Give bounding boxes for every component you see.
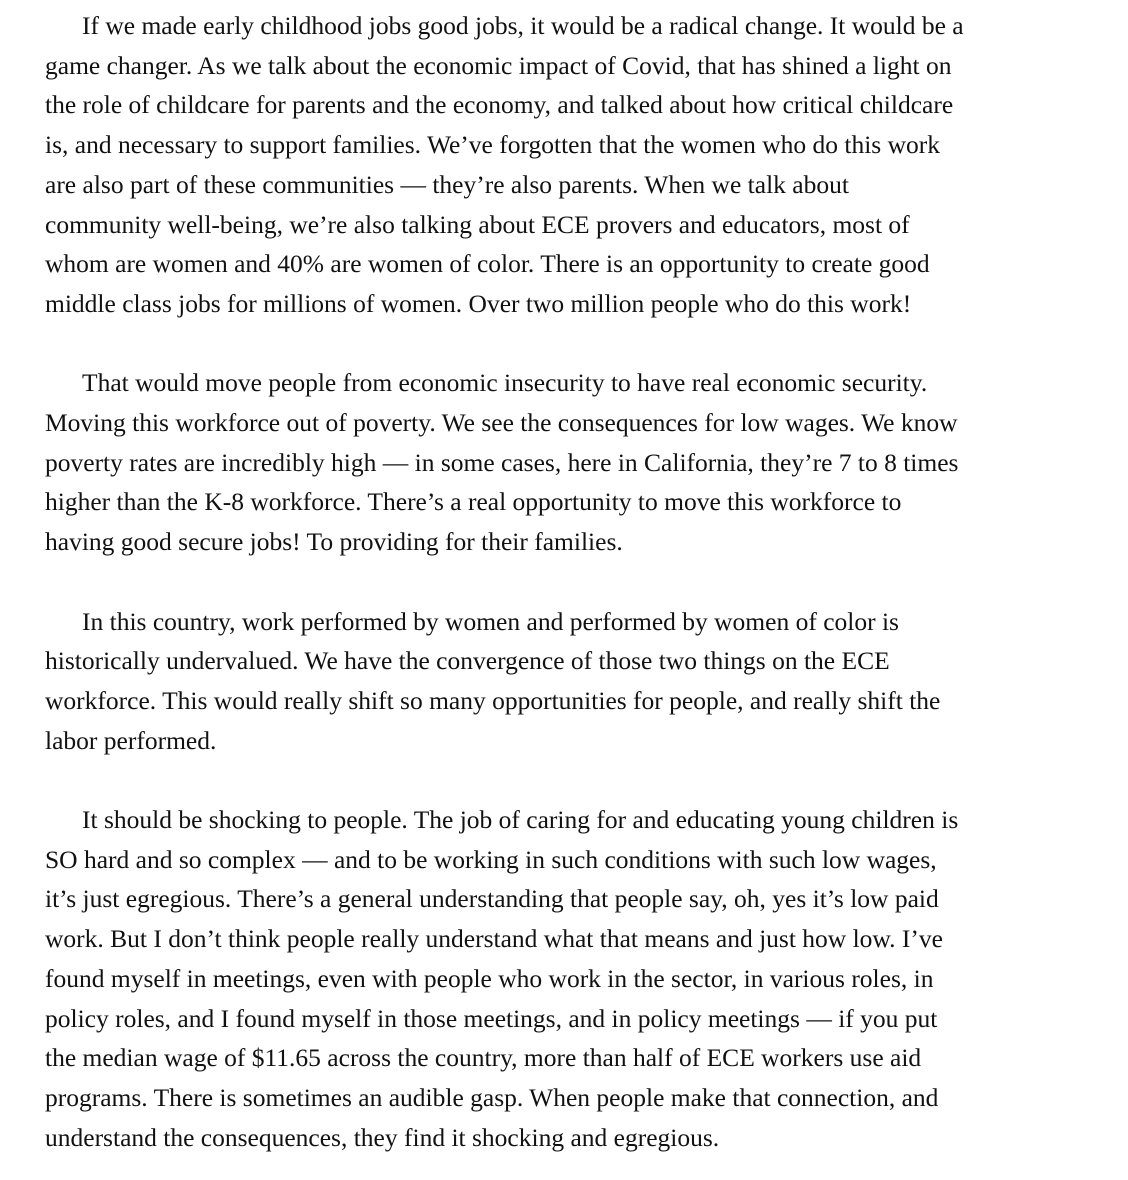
text-line: poverty rates are incredibly high — in some cases, here in California, they’re 7 to 8 times bbox=[45, 447, 959, 477]
text-line: work. But I don’t think people really understand what that means and just how low. I’ve bbox=[45, 924, 943, 954]
text-line: policy roles, and I found myself in those meetings, and in policy meetings — if you put bbox=[45, 1003, 938, 1033]
text-line: Moving this workforce out of poverty. We see the consequences for low wages. We know bbox=[45, 408, 958, 438]
text-line: community well-being, we’re also talking about ECE provers and educators, most of bbox=[45, 209, 910, 239]
text-line: It should be shocking to people. The job of caring for and educating young children is bbox=[82, 805, 959, 835]
text-line: In this country, work performed by women and performed by women of color is bbox=[82, 606, 899, 636]
text-line: workforce. This would really shift so many opportunities for people, and really shift the bbox=[45, 685, 941, 715]
text-line: is, and necessary to support families. We’ve forgotten that the women who do this work bbox=[45, 130, 940, 160]
text-line: having good secure jobs! To providing for their families. bbox=[45, 527, 623, 557]
text-line: it’s just egregious. There’s a general understanding that people say, oh, yes it’s low paid bbox=[45, 884, 939, 914]
text-line: historically undervalued. We have the convergence of those two things on the ECE bbox=[45, 646, 890, 676]
paragraph bbox=[45, 800, 1128, 1157]
text-line: found myself in meetings, even with people who work in the sector, in various roles, in bbox=[45, 963, 934, 993]
text-line: middle class jobs for millions of women. Over two million people who do this work! bbox=[45, 288, 912, 318]
text-line: understand the consequences, they find it shocking and egregious. bbox=[45, 1122, 720, 1152]
text-line: If we made early childhood jobs good jobs, it would be a radical change. It would be a bbox=[82, 11, 964, 40]
text-line: programs. There is sometimes an audible gasp. When people make that connection, and bbox=[45, 1082, 939, 1112]
text-line: the role of childcare for parents and the economy, and talked about how critical childcare bbox=[45, 90, 954, 120]
text-line: higher than the K-8 workforce. There’s a real opportunity to move this workforce to bbox=[45, 487, 902, 517]
text-line: whom are women and 40% are women of color. There is an opportunity to create good bbox=[45, 249, 930, 279]
text-line: are also part of these communities — they’re also parents. When we talk about bbox=[45, 169, 849, 199]
text-line: That would move people from economic insecurity to have real economic security. bbox=[82, 368, 928, 398]
paragraph bbox=[45, 363, 1128, 562]
text-line: the median wage of $11.65 across the country, more than half of ECE workers use aid bbox=[45, 1043, 922, 1073]
text-line: game changer. As we talk about the economic impact of Covid, that has shined a light on bbox=[45, 50, 952, 80]
paragraph bbox=[45, 6, 1128, 324]
text-line: labor performed. bbox=[45, 725, 217, 755]
text-line: SO hard and so complex — and to be working in such conditions with such low wages, bbox=[45, 844, 937, 874]
paragraph bbox=[45, 602, 1128, 761]
